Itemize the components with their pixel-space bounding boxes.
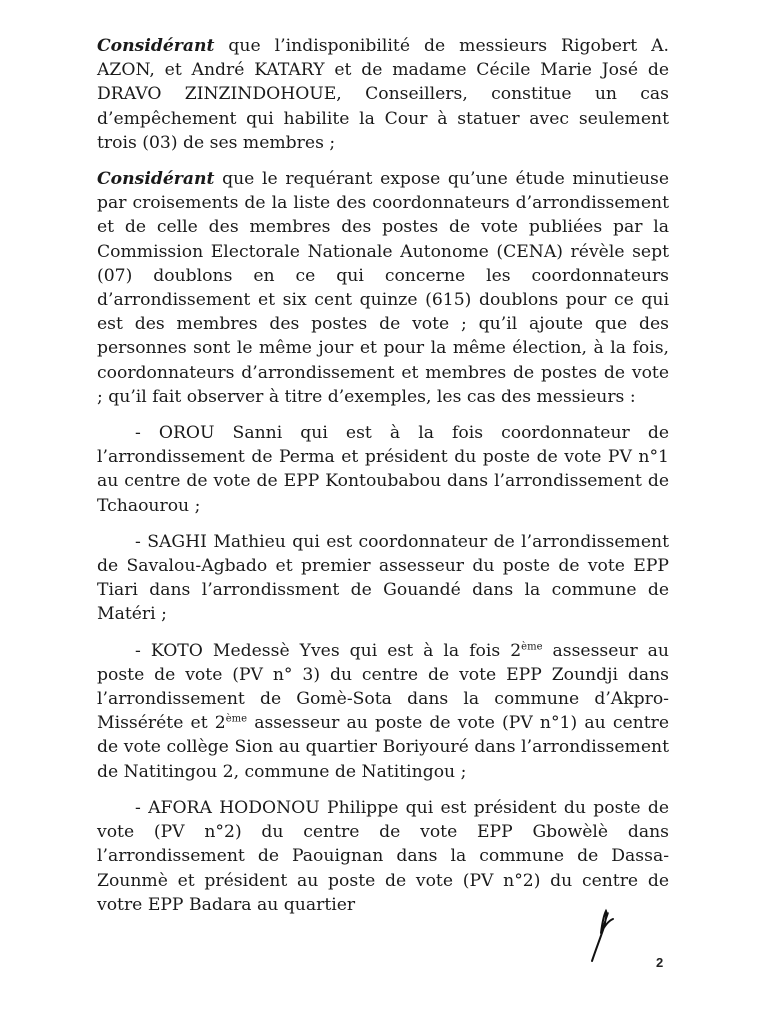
- paragraph-text: que le requérant expose qu’une étude minutieuse par croisements de la liste des coordonnateurs d’arrondissement et de celle des membres des postes de vote publiées par la Commission Electorale Nationale Autonome (CENA) révèle sept (07) doublons en ce qui concerne les coordonnateurs d’arrondissement et six cent quinze (615) doublons pour ce qui est des membres des postes de vote ; qu’il ajoute que des personnes sont le même jour et pour la même élection, à la fois, coordonnateurs d’arrondissement et membres de postes de vote ; qu’il fait observer à titre d’exemples, les cas des messieurs :: [97, 169, 669, 407]
- document-page: [97, 34, 669, 929]
- list-item-afora-hodonou: - AFORA HODONOU Philippe qui est président du poste de vote (PV n°2) du centre de vote EPP Gbowèlè dans l’arrondissement de Paouignan dans la commune de Dassa-Zounmè et président au poste de vote (PV n°2) du centre de votre EPP Badara au quartier: [97, 797, 669, 915]
- superscript: ème: [225, 713, 248, 725]
- item-text: - KOTO Medessè Yves qui est à la fois 2: [135, 640, 522, 661]
- paragraph-considerant-2: [97, 167, 669, 409]
- page-number: 2: [656, 955, 664, 970]
- paragraph-considerant-1: [97, 34, 669, 155]
- item-text: assesseur au poste de vote (PV n° 3) du centre de vote EPP Zoundji dans l’arrondissement de Gomè-Sota dans la commune d’Akpro-Misséréte et 2: [97, 640, 669, 734]
- paragraph-text: que l’indisponibilité de messieurs Rigobert A. AZON, et André KATARY et de madame Cécile Marie José de DRAVO ZINZINDOHOUE, Conseillers, constitue un cas d’empêchement qui habilite la Cour à statuer avec seulement trois (03) de ses membres ;: [97, 36, 669, 153]
- considerant-lead: Considérant: [97, 169, 215, 190]
- superscript: ème: [521, 640, 543, 652]
- list-item-koto-medesse: [97, 639, 669, 784]
- considerant-lead: Considérant: [97, 36, 215, 56]
- list-item-saghi-mathieu: - SAGHI Mathieu qui est coordonnateur de l’arrondissement de Savalou-Agbado et premier assesseur du poste de vote EPP Tiari dans l’arrondissment de Gouandé dans la commune de Matéri ;: [97, 531, 669, 625]
- list-item-orou-sanni: - OROU Sanni qui est à la fois coordonnateur de l’arrondissement de Perma et président du poste de vote PV n°1 au centre de vote de EPP Kontoubabou dans l’arrondissement de Tchaourou ;: [97, 423, 669, 516]
- signature-initials-icon: [588, 905, 628, 965]
- item-text: assesseur au poste de vote (PV n°1) au centre de vote collège Sion au quartier Boriyouré dans l’arrondissement de Natitingou 2, commune de Natitingou ;: [97, 713, 669, 782]
